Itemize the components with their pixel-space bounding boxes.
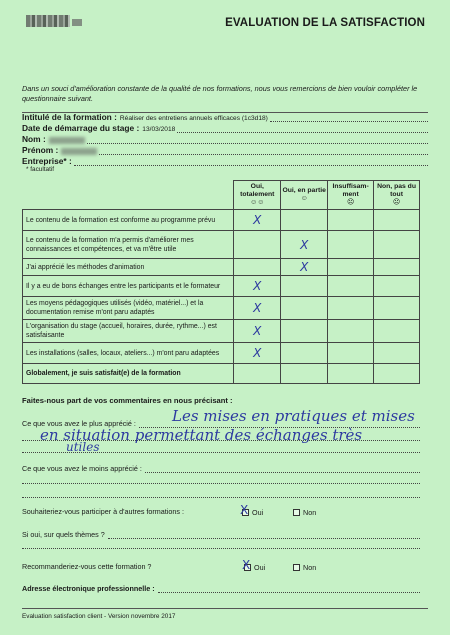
recommend-non-checkbox[interactable] xyxy=(293,564,300,571)
rating-cell[interactable] xyxy=(281,343,328,364)
redacted-firstname xyxy=(61,148,97,155)
rating-cell[interactable] xyxy=(328,210,374,231)
future-trainings-question: Souhaiteriez-vous participer à d'autres formations : xyxy=(22,507,184,516)
check-mark: X xyxy=(300,260,309,274)
field-date[interactable]: Date de démarrage du stage : 13/03/2018 xyxy=(22,122,428,133)
handwritten-answer-2: en situation permettant des échanges très xyxy=(40,426,363,444)
rating-cell[interactable] xyxy=(374,343,420,364)
table-row xyxy=(23,297,420,320)
best-liked-line[interactable]: Ce que vous avez le plus apprécié : xyxy=(22,418,420,428)
future-oui-option[interactable]: X Oui xyxy=(242,508,263,517)
question-text: Il y a eu de bons échanges entre les participants et le formateur xyxy=(23,276,234,297)
rating-cell[interactable] xyxy=(281,364,328,384)
recommend-non-option[interactable]: Non xyxy=(293,563,316,572)
recommend-oui-checkbox[interactable] xyxy=(244,564,251,571)
rating-cell[interactable] xyxy=(374,231,420,259)
question-text: Le contenu de la formation est conforme au programme prévu xyxy=(23,210,234,231)
rating-cell[interactable] xyxy=(328,259,374,276)
optional-note: * facultatif xyxy=(26,166,55,173)
rating-cell[interactable] xyxy=(374,364,420,384)
handwritten-answer-3: utiles xyxy=(66,440,100,454)
table-row xyxy=(23,276,420,297)
check-mark: X xyxy=(253,346,262,360)
col-oui-totalement: Oui, totalement ☺☺ xyxy=(234,181,281,210)
comments-heading: Faites-nous part de vos commentaires en nous précisant : xyxy=(22,396,233,405)
check-mark: X xyxy=(253,279,262,293)
rating-cell[interactable] xyxy=(328,320,374,343)
footer-text: Evaluation satisfaction client - Version novembre 2017 xyxy=(22,613,176,620)
question-text: J'ai apprécié les méthodes d'animation xyxy=(23,259,234,276)
rating-cell[interactable] xyxy=(281,259,328,276)
table-row xyxy=(23,320,420,343)
check-mark: X xyxy=(253,301,262,315)
handwritten-answer-1: Les mises en pratiques et mises xyxy=(172,407,415,425)
question-text: Globalement, je suis satisfait(e) de la formation xyxy=(23,364,234,384)
recommend-oui-option[interactable]: X Oui xyxy=(244,563,265,572)
rating-cell[interactable] xyxy=(328,231,374,259)
check-mark: X xyxy=(300,237,309,252)
rating-cell[interactable] xyxy=(234,364,281,384)
intro-text: Dans un souci d'amélioration constante de la qualité de nos formations, nous vous remercions de bien vouloir compléter le questionnaire suivant. xyxy=(22,84,418,103)
rating-cell[interactable] xyxy=(374,320,420,343)
question-text: L'organisation du stage (accueil, horaires, durée, rythme...) est satisfaisante xyxy=(23,320,234,343)
table-row xyxy=(23,364,420,384)
rating-cell[interactable] xyxy=(374,210,420,231)
rating-cell[interactable] xyxy=(328,364,374,384)
themes-line[interactable]: Si oui, sur quels thèmes ? xyxy=(22,529,420,539)
col-oui-en-partie: Oui, en partie ☺ xyxy=(281,181,328,210)
rating-cell[interactable] xyxy=(374,259,420,276)
check-mark: X xyxy=(253,324,262,338)
rating-cell[interactable] xyxy=(328,276,374,297)
rating-cell[interactable] xyxy=(328,297,374,320)
future-oui-checkbox[interactable] xyxy=(242,509,249,516)
table-header-row xyxy=(23,181,420,210)
field-prenom[interactable]: Prénom : xyxy=(22,144,428,155)
rating-cell[interactable] xyxy=(374,276,420,297)
footer-divider xyxy=(22,608,428,609)
question-text: Les moyens pédagogiques utilisés (vidéo, matériel...) et la documentation remise m'ont paru adaptés xyxy=(23,297,234,320)
check-mark: X xyxy=(253,213,262,227)
rating-cell[interactable] xyxy=(281,231,328,259)
rating-cell[interactable] xyxy=(281,297,328,320)
rating-cell[interactable] xyxy=(234,210,281,231)
table-row xyxy=(23,210,420,231)
recommend-question: Recommanderiez-vous cette formation ? xyxy=(22,562,152,571)
rating-cell[interactable] xyxy=(328,343,374,364)
rating-cell[interactable] xyxy=(281,276,328,297)
company-logo xyxy=(26,15,70,27)
question-text: Le contenu de la formation m'a permis d'améliorer mes connaissances et compétences, et va m'être utile xyxy=(23,231,234,259)
col-insuffisamment: Insuffisam-ment ☹ xyxy=(328,181,374,210)
redacted-name xyxy=(49,137,85,144)
company-logo-mark xyxy=(72,19,82,26)
rating-cell[interactable] xyxy=(234,343,281,364)
rating-cell[interactable] xyxy=(281,210,328,231)
table-row xyxy=(23,231,420,259)
least-liked-line[interactable]: Ce que vous avez le moins apprécié : xyxy=(22,463,420,473)
col-non-pas-du-tout: Non, pas du tout ☹ xyxy=(374,181,420,210)
field-formation[interactable]: Intitulé de la formation : Réaliser des entretiens annuels efficaces (1c3d18) xyxy=(22,111,428,122)
table-row xyxy=(23,259,420,276)
future-non-checkbox[interactable] xyxy=(293,509,300,516)
rating-cell[interactable] xyxy=(234,297,281,320)
field-nom[interactable]: Nom : xyxy=(22,133,428,144)
rating-cell[interactable] xyxy=(234,320,281,343)
satisfaction-table xyxy=(22,180,420,384)
field-entreprise[interactable]: Entreprise* : xyxy=(22,155,428,166)
rating-cell[interactable] xyxy=(234,259,281,276)
rating-cell[interactable] xyxy=(234,231,281,259)
form-title: EVALUATION DE LA SATISFACTION xyxy=(225,17,425,29)
question-text: Les installations (salles, locaux, ateliers...) m'ont paru adaptées xyxy=(23,343,234,364)
email-line[interactable]: Adresse électronique professionnelle : xyxy=(22,583,420,593)
future-non-option[interactable]: Non xyxy=(293,508,316,517)
rating-cell[interactable] xyxy=(374,297,420,320)
rating-cell[interactable] xyxy=(281,320,328,343)
table-row xyxy=(23,343,420,364)
rating-cell[interactable] xyxy=(234,276,281,297)
